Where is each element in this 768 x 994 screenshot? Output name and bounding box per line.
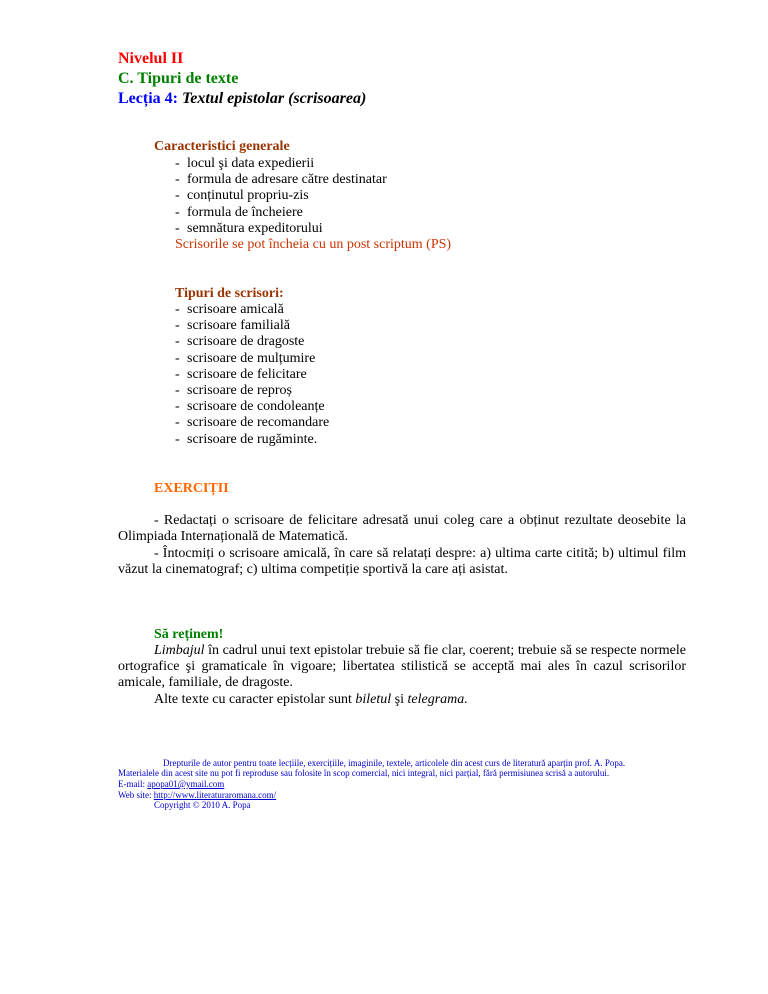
list-item: - scrisoare de recomandare [175,415,330,431]
footer-rights: Drepturile de autor pentru toate lecțiile, exercițiile, imaginile, textele, articolele din acest curs de literatură aparțin prof. A. Popa. [163,758,626,768]
footer-website: Web site: http://www.literaturaromana.com/ [118,790,277,800]
list-item: - scrisoare amicală [175,302,284,317]
exercise-2: - Întocmiți o scrisoare amicală, în care să relatați despre: a) ultima carte citită; b) ultimul film văzut la cinematograf; c) ultima competiție sportivă la care ați asistat. [118,546,686,578]
footer-copyright: Copyright © 2010 A. Popa [154,800,251,810]
list-item: - scrisoare de mulțumire [175,350,316,366]
website-link[interactable]: http://www.literaturaromana.com/ [153,790,277,800]
list-item: - locul şi data expedierii [175,156,315,171]
exercise-1: - Redactați o scrisoare de felicitare adresată unui coleg care a obținut rezultate deosebite la Olimpiada Internațională de Matematică. [118,513,686,545]
list-item: - formula de adresare către destinatar [175,172,387,188]
list-item: - scrisoare de dragoste [175,334,305,350]
section-heading: C. Tipuri de texte [118,70,239,87]
exercises-title: EXERCIȚII [154,481,229,496]
list-item: - scrisoare de felicitare [175,366,307,382]
types-title: Tipuri de scrisori: [175,286,284,301]
remember-title: Să reținem! [154,627,224,642]
lesson-heading [118,90,366,108]
lesson-title: Textul epistolar (scrisoarea) [181,90,367,107]
footer-email: E-mail: apopa01@ymail.com [118,779,225,789]
list-item: - scrisoare de rugăminte. [175,431,318,447]
characteristics-list [175,156,387,237]
other-texts: Alte texte cu caracter epistolar sunt biletul şi telegrama. [154,692,468,707]
list-item: - formula de încheiere [175,204,303,220]
characteristics-title: Caracteristici generale [154,139,290,154]
list-item: - scrisoare familială [175,318,291,334]
limbajul-word: Limbajul [154,643,205,658]
list-item: - conținutul propriu-zis [175,188,309,204]
telegrama-word: telegrama. [407,692,468,707]
types-list [175,302,329,448]
email-link[interactable]: apopa01@ymail.com [147,779,225,789]
biletul-word: biletul [355,692,392,707]
level-heading: Nivelul II [118,50,184,67]
lesson-prefix: Lecția 4: [118,90,178,107]
list-item: - scrisoare de reproș [175,383,292,399]
list-item: - scrisoare de condoleanțe [175,399,325,415]
list-item: - semnătura expeditorului [175,220,323,236]
ps-note: Scrisorile se pot încheia cu un post scriptum (PS) [175,237,452,252]
footer-permission: Materialele din acest site nu pot fi reproduse sau folosite în scop comercial, nici integral, nici parțial, fără permisiunea scrisă a autorului. [118,768,610,778]
remember-paragraph: Limbajul în cadrul unui text epistolar trebuie să fie clar, coerent; trebuie să se respecte normele ortografice şi gramaticale în vigoare; libertatea stilistică se acceptă mai ales în cazul scrisorilor amicale, familiale, de dragoste. [118,643,686,691]
